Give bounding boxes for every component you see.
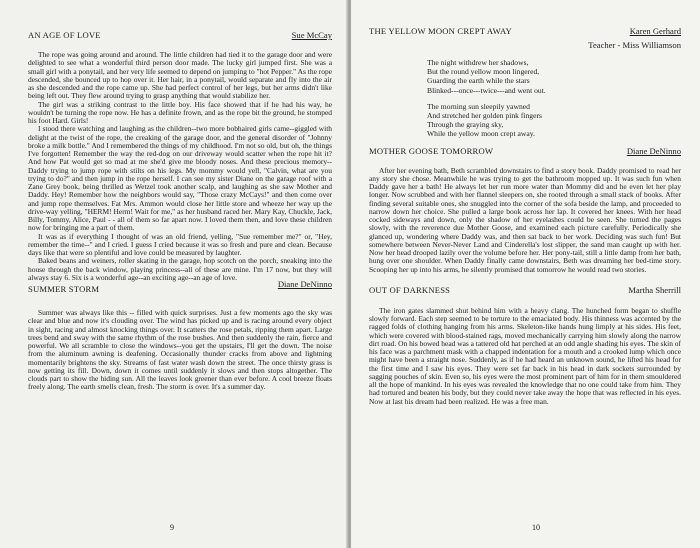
poem-body bbox=[427, 58, 681, 139]
paragraph: The rope was going around and around. The little children had tied it to the garage door and were delighted to see what a wonderful third person door made. The lucky girl jumped first. She was a small girl with a ponytail, and her very life seemed to depend on jumping to "hot Pepper." As the rope descended, she bounced up to hop over it. Her hair, in a ponytail, would separate and fly into the air as she descended and the rope came up. She had perfect control of her legs, but her arms didn't like being left out. They flew around trying to grasp anything that would stabilize her. bbox=[28, 50, 332, 101]
story-author: Martha Sherrill bbox=[628, 284, 681, 295]
story-title: OUT OF DARKNESS bbox=[369, 284, 451, 295]
paragraph: It was as if everything I thought of was an old friend, yelling, "Sue remember me?" or, "Hey, remember the time--" and I cried. I guess I cried because it was so fresh and pure and clean. Because days like that were so plentiful and love could be measured by laughter. bbox=[28, 231, 332, 257]
story-title: AN AGE OF LOVE bbox=[28, 30, 101, 40]
story-author: Diane DeNinno bbox=[277, 279, 332, 289]
page-left bbox=[0, 0, 349, 548]
poem-line: But the round yellow moon lingered, bbox=[427, 67, 540, 77]
story-header bbox=[28, 279, 332, 297]
story-body bbox=[369, 307, 681, 406]
page-number: 10 bbox=[532, 523, 540, 532]
poem-line: While the yellow moon crept away. bbox=[427, 129, 535, 139]
poem-line: Blinked---once---twice---and went out. bbox=[427, 85, 546, 95]
paragraph: The iron gates slammed shut behind him with a heavy clang. The hunched form began to shuffle slowly forward. Each step seemed to be torture to the emaciated body. His thinness was accented by the ragged folds of clothing hanging from his arms. Skeleton-like hands hung limply at his sides. His feet, which were covered with blood-stained rags, moved mechanically carrying him slowly along the narrow dirt road. On his bowed head was a tattered old hat perched at an odd angle shading his eyes. The skin of his face was a parchment mask with a chapped indentation for a mouth and a crooked lump which once might have been a straight nose. Suddenly, as if he had heard an unknown sound, he lifted his head for the first time and I saw his eyes. They were set far back in his head in dark sockets surrounded by sagging pouches of skin. Even so, his eyes were the most prominent part of him for in them smouldered all the hope of mankind. In his eyes was revealed the knowledge that no one could take from him. They had tortured and beaten his body, but they could never take away the hope that was reflected in his eyes. Now at last his dream had been realized. He was a free man. bbox=[369, 305, 681, 406]
page-right bbox=[351, 0, 700, 548]
poem-header bbox=[369, 26, 681, 39]
story-author: Diane DeNinno bbox=[626, 145, 681, 156]
paragraph: After her evening bath, Beth scrambled downstairs to find a story book. Daddy promised to read her any story she chose. Meanwhile he was trying to get the bathroom mopped up. It was such fun when Daddy gave her a bath! He always let her run more water than Mommy did and he even let her play longer. Now scrubbed and with her flannel sleepers on, she rooted through a small stack of books. After finding several suitable ones, she snuggled into the corner of the sofa beside the lamp, and proceeded to narrow down her choice. She pulled a large book across her lap. It covered her knees. With her head cocked sideways and down, only the shadow of her eyelashes could be seen. She turned the pages slowly, with the reverence due Mother Goose, and examined each picture carefully. Periodically she glanced up, wondering where Daddy was, and then sat back to her work. Deciding was such fun! But somewhere between Never-Never Land and Cinderella's lost slipper, the sand man caught up with her. Now her head drooped lazily over the volume before her. Her pony-tail, still a little damp from her bath, hung over one shoulder. When Daddy finally came downstairs, Beth was dreaming her bed-time story. Scooping her up into his arms, he silently promised that tomorrow he would read two stories. bbox=[369, 165, 681, 274]
poem-line: The night withdrew her shadows, bbox=[427, 58, 529, 67]
poem-line: And stretched her golden pink fingers bbox=[427, 111, 542, 121]
paragraph: The girl was a striking contrast to the little boy. His face showed that if he had his way, he wouldn't be turning the rope now. He has a definite frown, and as the rope bit the ground, he stomped his foot Hard. Girls! bbox=[28, 99, 332, 125]
story-header bbox=[369, 146, 681, 159]
story-title: MOTHER GOOSE TOMORROW bbox=[369, 145, 494, 156]
story-header bbox=[28, 30, 332, 43]
poem-stanza bbox=[427, 58, 681, 95]
poem-teacher: Teacher - Miss Williamson bbox=[588, 40, 681, 50]
page-left-content bbox=[28, 30, 332, 392]
story-title: SUMMER STORM bbox=[28, 284, 100, 294]
story-author: Sue McCay bbox=[291, 30, 332, 40]
poem-line: The morning sun sleepily yawned bbox=[427, 101, 530, 111]
paragraph: Baked beans and weiners, roller skating in the garage, hop scotch on the porch, sneaking into the house through the back window, playing princess--all of these are mine. I'm 17 now, but they will always stay 6. Six is a wonderful age--an exciting age--an age of love. bbox=[28, 256, 332, 282]
paragraph: I stood there watching and laughing as the children--two more bobhaired girls came--giggled with delight at the twist of the rope, the creaking of the garage door, and the general disorder of "Johnny broke a milk bottle." And I remembered the things of my childhood. I'm not so old, but oh, the things I've forgotten! Remember the way the red-dog on our driveway would scatter when the rope hit it? And how Pat would get so mad at me she'd give me bloody noses. And these precious memory--Daddy trying to jump rope with stilts on his legs. My mommy would yell, "Calvin, what are you trying to do?" and then jump in the rope herself. I can see my sister Diane on the garage roof with a Zane Grey book, being thrilled as Wetzel took another scalp, and laughing as she saw Mother and Daddy. Hey! Remember how the neighbors would say, "Those crazy McCays!" and then come over and jump rope themselves. Fat Mrs. Ammon would close her little store and wheeze her way up the drive-way yelling, "HERM! Herm! Wait for me," as her husband raced her. Mary Kay, Chuckle, Jack, Billy, Tommy, Alice, Paul - - all of them so far apart now. I loved them then, and love these children now for bringing me a part of them. bbox=[28, 124, 332, 233]
poem-stanza bbox=[427, 102, 681, 139]
story-header bbox=[369, 285, 681, 298]
poem-title: THE YELLOW MOON CREPT AWAY bbox=[369, 26, 512, 36]
page-number: 9 bbox=[170, 523, 174, 532]
story-body bbox=[369, 167, 681, 274]
poem-line: Guarding the earth while the stars bbox=[427, 76, 530, 86]
poem-line: Through the graying sky, bbox=[427, 120, 504, 130]
story-body bbox=[28, 51, 332, 282]
story-body bbox=[28, 309, 332, 392]
page-right-content bbox=[369, 26, 681, 406]
poem-author: Karen Gerhard bbox=[629, 26, 681, 36]
paragraph: Summer was always like this -- filled with quick surprises. Just a few moments ago the sky was clear and blue and now it's clouding over. The wind has picked up and is racing around every object in sight, racing and almost knocking things over. It scatters the rose petals, ripping them apart. Large trees bend and sway with the same rhythm of the rose bushes. And then suddenly the rain, fierce and powerful. We all scramble to close the windows--you get the upstairs, I'll get the down. The noise from the aluminum awning is deafening. Occasionally thunder cracks from above and lightning momentarily brightens the sky. Streams of fast water wash down the street. The once thirsty grass is now getting its fill. Down, down it comes until suddenly it slows and then stops altogether. The clouds part to show the hiding sun. All the leaves look greener than ever before. A cool breeze floats freely along. The earth smells clean, fresh. The storm is over. It's a summer day. bbox=[28, 308, 332, 392]
